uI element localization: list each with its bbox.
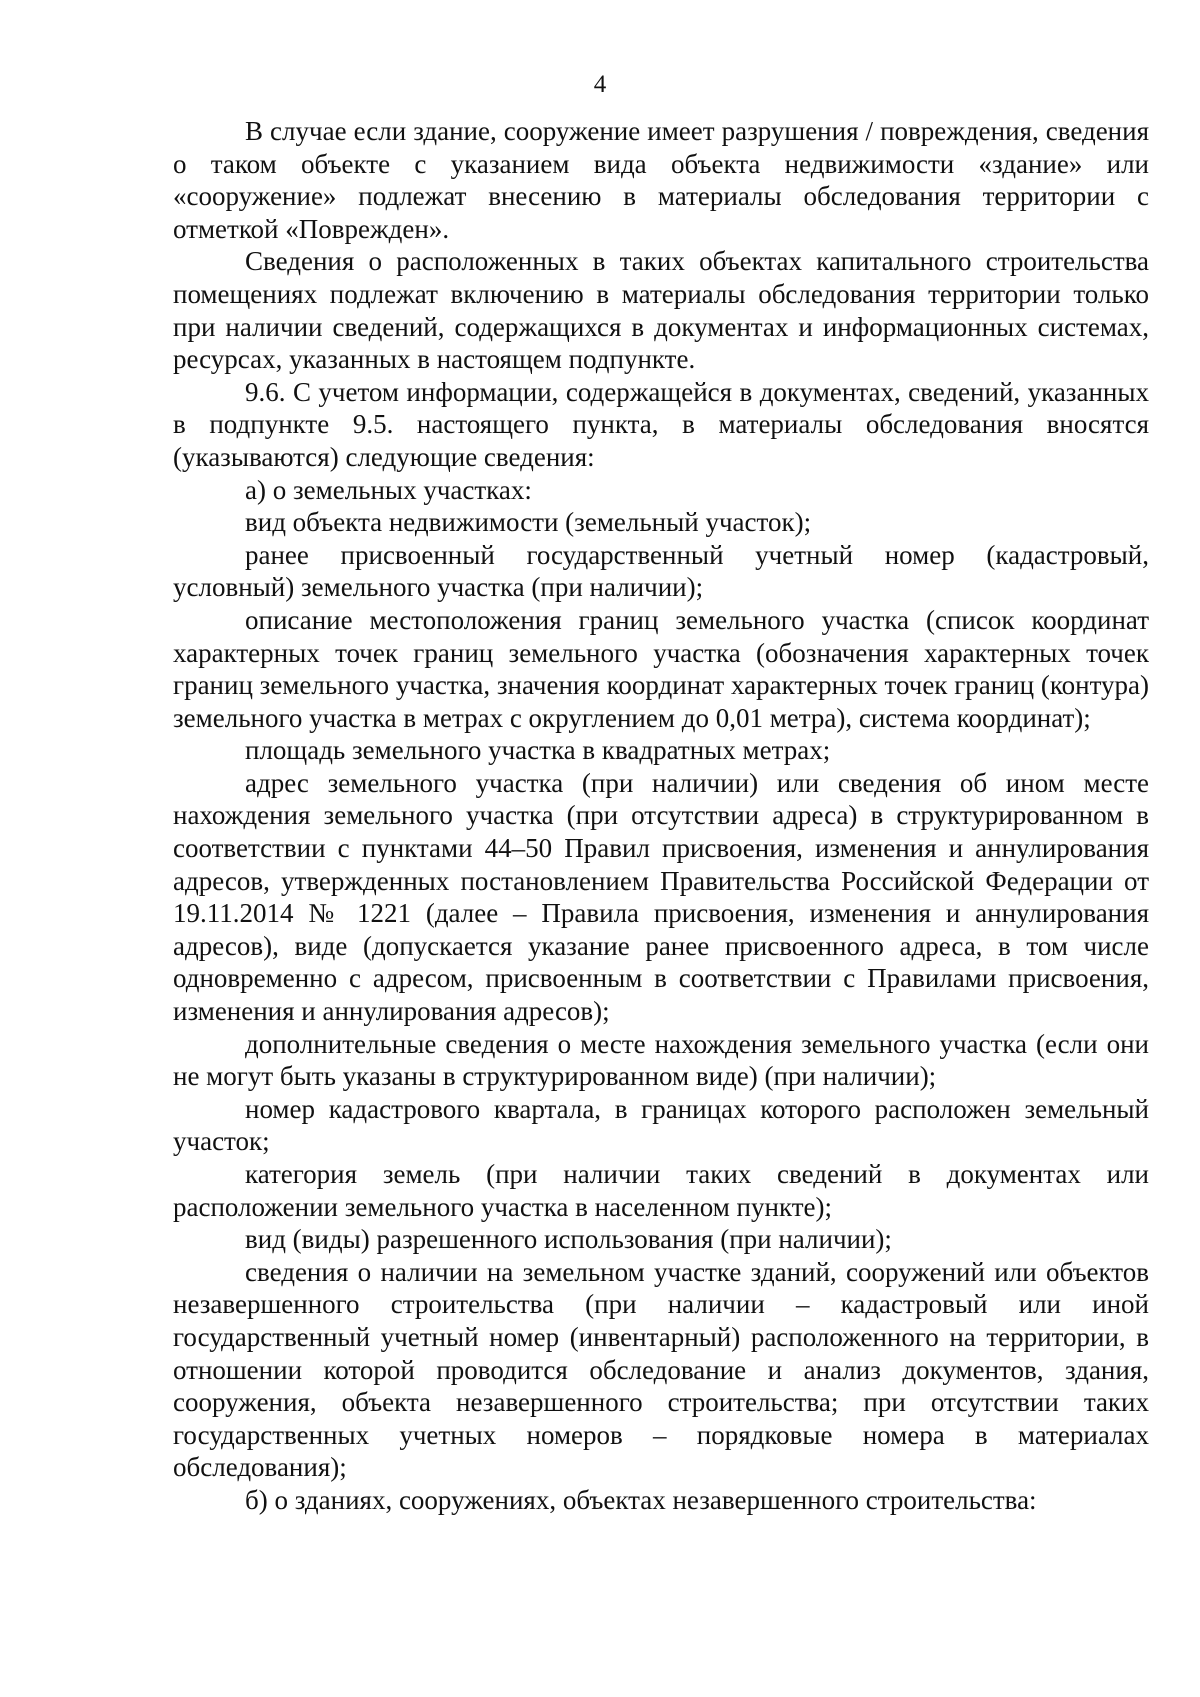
document-body [173, 115, 1149, 1517]
paragraph-damaged-buildings: В случае если здание, сооружение имеет разрушения / повреждения, сведения о таком объекте с указанием вида объекта недвижимости «здание» или «сооружение» подлежат внесению в материалы обследования территории с отметкой «Поврежден». [173, 116, 1149, 244]
paragraph-land-plots-heading: а) о земельных участках: [245, 474, 532, 505]
paragraph-permitted-use: вид (виды) разрешенного использования (при наличии); [245, 1224, 892, 1255]
paragraph-area: площадь земельного участка в квадратных метрах; [245, 735, 831, 766]
paragraph-section-9-6: 9.6. С учетом информации, содержащейся в документах, сведений, указанных в подпункте 9.5. настоящего пункта, в материалы обследования вносятся (указываются) следующие сведения: [173, 376, 1149, 472]
paragraph-address: адрес земельного участка (при наличии) или сведения об ином месте нахождения земельного участка (при отсутствии адреса) в структурированном в соответствии с пунктами 44–50 Правил присвоения, изменения и аннулирования адресов, утвержденных постановлением Правительства Российской Федерации от 19.11.2014 № 1221 (далее – Правила присвоения, изменения и аннулирования адресов), виде (допускается указание ранее присвоенного адреса, в том числе одновременно с адресом, присвоенным в соответствии с Правилами присвоения, изменения и аннулирования адресов); [173, 767, 1149, 1027]
paragraph-cadastral-quarter: номер кадастрового квартала, в границах которого расположен земельный участок; [173, 1093, 1149, 1157]
paragraph-boundaries: описание местоположения границ земельного участка (список координат характерных точек границ земельного участка (обозначения характерных точек границ земельного участка, значения координат характерных точек границ (контура) земельного участка в метрах с округлением до 0,01 метра), система координат); [173, 604, 1149, 733]
paragraph-premises-info: Сведения о расположенных в таких объектах капитального строительства помещениях подлежат включению в материалы обследования территории только при наличии сведений, содержащихся в документах и информационных системах, ресурсах, указанных в настоящем подпункте. [173, 246, 1149, 375]
paragraph-buildings-on-plot: сведения о наличии на земельном участке зданий, сооружений или объектов незавершенного строительства (при наличии – кадастровый или иной государственный учетный номер (инвентарный) расположенного на территории, в отношении которой проводится обследование и анализ документов, здания, сооружения, объекта незавершенного строительства; при отсутствии таких государственных учетных номеров – порядковые номера в материалах обследования); [173, 1256, 1149, 1483]
paragraph-land-category: категория земель (при наличии таких сведений в документах или расположении земельного участка в населенном пункте); [173, 1159, 1149, 1222]
paragraph-additional-location: дополнительные сведения о месте нахождения земельного участка (если они не могут быть указаны в структурированном виде) (при наличии); [173, 1028, 1149, 1092]
paragraph-previous-number: ранее присвоенный государственный учетный номер (кадастровый, условный) земельного участка (при наличии); [173, 539, 1149, 603]
page-number: 4 [593, 71, 607, 98]
paragraph-buildings-heading: б) о зданиях, сооружениях, объектах незавершенного строительства: [245, 1484, 1037, 1515]
paragraph-property-type: вид объекта недвижимости (земельный участок); [245, 507, 812, 538]
